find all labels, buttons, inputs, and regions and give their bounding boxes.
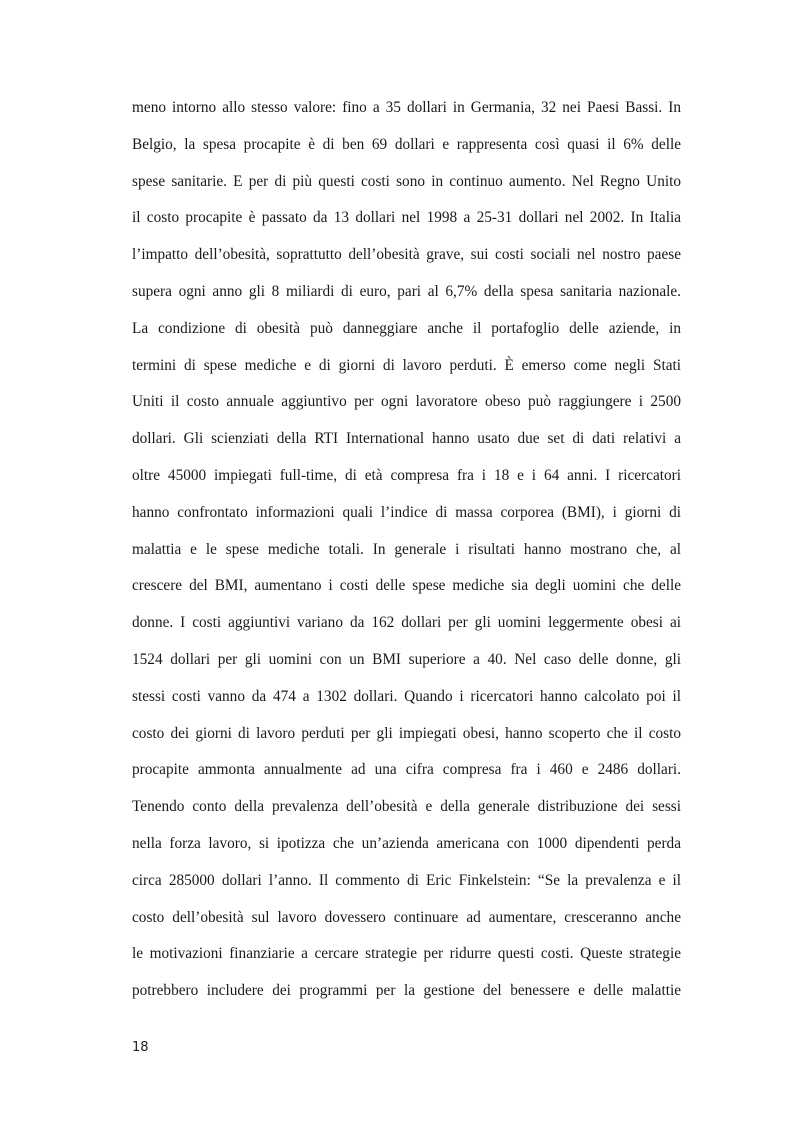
- text-line: l’impatto dell’obesità, soprattutto dell’obesità grave, sui costi sociali nel nostro paese: [132, 246, 681, 264]
- text-line: stessi costi vanno da 474 a 1302 dollari. Quando i ricercatori hanno calcolato poi il: [132, 687, 681, 705]
- text-line: nella forza lavoro, si ipotizza che un’azienda americana con 1000 dipendenti perda: [132, 834, 681, 852]
- text-line: potrebbero includere dei programmi per la gestione del benessere e delle malattie: [132, 982, 681, 1000]
- text-line: Tenendo conto della prevalenza dell’obesità e della generale distribuzione dei sessi: [132, 798, 681, 816]
- text-line: circa 285000 dollari l’anno. Il commento di Eric Finkelstein: “Se la prevalenza e il: [132, 871, 681, 889]
- text-line: oltre 45000 impiegati full-time, di età compresa fra i 18 e i 64 anni. I ricercatori: [132, 466, 681, 484]
- text-line: La condizione di obesità può danneggiare anche il portafoglio delle aziende, in: [132, 319, 681, 337]
- text-line: costo dell’obesità sul lavoro dovessero continuare ad aumentare, cresceranno anche: [132, 908, 681, 926]
- text-line: hanno confrontato informazioni quali l’indice di massa corporea (BMI), i giorni di: [132, 503, 681, 521]
- text-line: meno intorno allo stesso valore: fino a 35 dollari in Germania, 32 nei Paesi Bassi. In: [132, 99, 681, 116]
- text-line: crescere del BMI, aumentano i costi delle spese mediche sia degli uomini che delle: [132, 577, 681, 595]
- text-line: spese sanitarie. E per di più questi costi sono in continuo aumento. Nel Regno Unito: [132, 172, 681, 190]
- text-line: 1524 dollari per gli uomini con un BMI superiore a 40. Nel caso delle donne, gli: [132, 650, 681, 668]
- body-text: [132, 90, 681, 1010]
- text-line: Uniti il costo annuale aggiuntivo per ogni lavoratore obeso può raggiungere i 2500: [132, 393, 681, 411]
- text-line: le motivazioni finanziarie a cercare strategie per ridurre questi costi. Queste strategie: [132, 945, 681, 963]
- text-line: Belgio, la spesa procapite è di ben 69 dollari e rappresenta così quasi il 6% delle: [132, 135, 681, 153]
- text-line: costo dei giorni di lavoro perduti per gli impiegati obesi, hanno scoperto che il costo: [132, 724, 681, 742]
- text-line: malattia e le spese mediche totali. In generale i risultati hanno mostrano che, al: [132, 540, 681, 558]
- text-line: termini di spese mediche e di giorni di lavoro perduti. È emerso come negli Stati: [132, 356, 681, 374]
- text-line: donne. I costi aggiuntivi variano da 162 dollari per gli uomini leggermente obesi ai: [132, 614, 681, 632]
- text-line: supera ogni anno gli 8 miliardi di euro, pari al 6,7% della spesa sanitaria nazionale.: [132, 282, 681, 300]
- page-number: 18: [132, 1040, 149, 1055]
- text-line: procapite ammonta annualmente ad una cifra compresa fra i 460 e 2486 dollari.: [132, 761, 681, 779]
- text-line: dollari. Gli scienziati della RTI International hanno usato due set di dati relativi a: [132, 430, 681, 448]
- text-line: il costo procapite è passato da 13 dollari nel 1998 a 25-31 dollari nel 2002. In Italia: [132, 209, 681, 227]
